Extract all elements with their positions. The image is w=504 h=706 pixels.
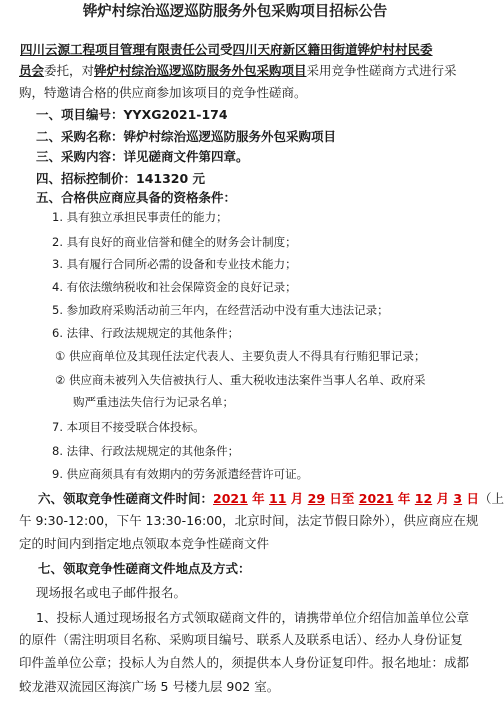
section-location-heading: 七、领取竞争性磋商文件地点及方式： [38,561,251,576]
qualification-subitem-cont: 购严重违法失信行为记录名单； [73,395,234,409]
method-paragraph: 的原件（需注明项目名称、采购项目编号、联系人及联系电话）、经办人身份证复 [19,632,463,647]
date-sep: 年 [393,491,415,506]
qualification-item: 9. 供应商须具有有效期内的劳务派遣经营许可证。 [52,467,309,481]
time-heading: 六、领取竞争性磋商文件时间： [38,491,214,506]
intro-line-3: 购，特邀请合格的供应商参加该项目的竞争性磋商。 [19,85,307,100]
qualification-item: 2. 具有良好的商业信誉和健全的财务会计制度； [52,235,297,249]
method-paragraph: 印件盖单位公章；投标人为自然人的，须提供本人身份证复印件。报名地址：成都 [19,655,470,670]
section-time-line-1 [38,490,504,508]
end-year: 2021 [358,491,394,506]
client-name: 四川天府新区籍田街道铧炉村村民委 [232,42,433,57]
project-name: 铧炉村综治巡逻巡防服务外包采购项目 [94,63,307,78]
date-sep: 年 [247,491,270,506]
qualification-item: 1. 具有独立承担民事责任的能力； [52,210,228,224]
intro-line-1 [20,41,433,59]
qualification-item: 3. 具有履行合同所必需的设备和专业技术能力； [52,257,297,271]
client-name-cont: 员会 [19,63,45,78]
time-tail: （上 [478,491,504,506]
end-day: 3 [453,491,463,506]
date-sep: 月 [286,491,308,506]
end-month: 12 [414,491,433,506]
date-sep: 月 [432,491,454,506]
start-year: 2021 [213,491,248,506]
qualification-item: 8. 法律、行政法规规定的其他条件； [52,444,240,458]
intro-text-b: 采用竞争性磋商方式进行采 [306,63,457,78]
start-month: 11 [269,491,287,506]
qualification-item: 6. 法律、行政法规规定的其他条件； [52,326,240,340]
section-project-number: 一、项目编号：YYXG2021-174 [36,107,228,122]
intro-line-2 [19,62,457,80]
section-time-line-3: 定的时间内到指定地点领取本竞争性磋商文件 [19,536,270,551]
section-procurement-name: 二、采购名称：铧炉村综治巡逻巡防服务外包采购项目 [36,129,337,144]
date-sep: 日至 [325,491,359,506]
start-day: 29 [307,491,326,506]
intro-text-a: 委托，对 [44,63,95,78]
qualification-item: 4. 有依法缴纳税收和社会保障资金的良好记录； [52,280,297,294]
section-procurement-content: 三、采购内容：详见磋商文件第四章。 [36,149,249,164]
qualification-item: 7. 本项目不接受联合体投标。 [52,420,205,434]
section-control-price: 四、招标控制价：141320 元 [36,171,206,186]
qualification-subitem: ① 供应商单位及其现任法定代表人、主要负责人不得具有行贿犯罪记录； [55,349,426,363]
agency-name: 四川云源工程项目管理有限责任公司 [20,42,221,57]
method-paragraph: 蛟龙港双流园区海滨广场 5 号楼九层 902 室。 [19,679,280,694]
qualification-item: 5. 参加政府采购活动前三年内，在经营活动中没有重大违法记录； [52,303,389,317]
method-paragraph: 1、投标人通过现场报名方式领取磋商文件的，请携带单位介绍信加盖单位公章 [36,610,469,625]
entrusted-text: 受 [220,42,233,57]
method-paragraph: 现场报名或电子邮件报名。 [36,585,187,600]
section-qualifications-heading: 五、合格供应商应具备的资格条件： [36,190,237,205]
date-sep: 日 [462,491,479,506]
section-time-line-2: 午 9:30-12:00，下午 13:30-16:00，北京时间，法定节假日除外），供应商应在规 [19,513,479,528]
page-title: 铧炉村综治巡逻巡防服务外包采购项目招标公告 [82,4,388,20]
qualification-subitem: ② 供应商未被列入失信被执行人、重大税收违法案件当事人名单、政府采 [55,373,426,387]
